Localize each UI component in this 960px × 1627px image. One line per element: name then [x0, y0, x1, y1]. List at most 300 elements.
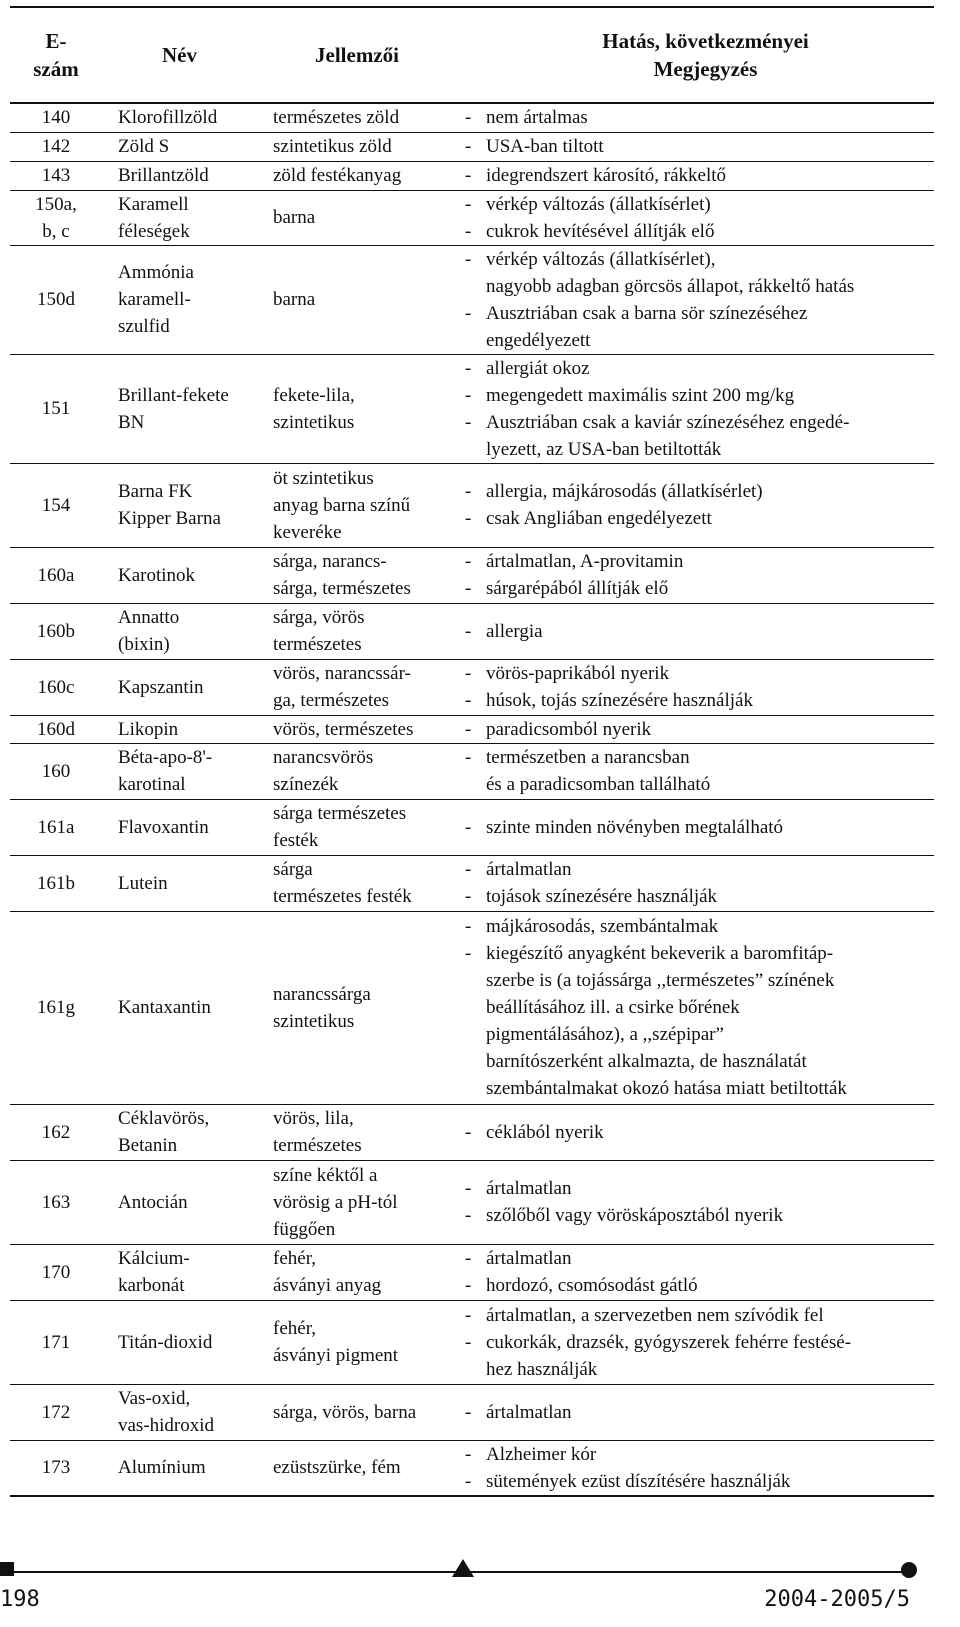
e-number-line: 172 — [41, 1401, 71, 1423]
e-number-cell — [10, 245, 102, 354]
name-cell — [102, 855, 257, 911]
effect-bullet — [465, 744, 934, 798]
table-row — [10, 603, 934, 659]
effect-text — [486, 1119, 934, 1146]
effect-text-line: Ausztriában csak a barna sör színezéséhez — [486, 302, 808, 324]
name-line: Klorofillzöld — [118, 107, 218, 129]
name-line: BN — [118, 411, 145, 433]
properties-cell — [257, 1300, 457, 1384]
effect-text — [486, 218, 934, 245]
name-cell — [102, 603, 257, 659]
header-enum-line: szám — [33, 57, 79, 81]
effect-bullet — [465, 478, 934, 505]
effect-text-line: természetben a narancsban — [486, 747, 690, 768]
e-number-line: 171 — [41, 1331, 71, 1353]
table-row — [10, 911, 934, 1104]
name-cell — [102, 463, 257, 547]
e-number-line: 162 — [41, 1121, 71, 1143]
e-number-cell — [10, 799, 102, 855]
table-row — [10, 1300, 934, 1384]
e-number-cell — [10, 161, 102, 190]
effect-bullet — [465, 382, 934, 409]
effect-text-line: paradicsomból nyerik — [486, 718, 652, 740]
effects-cell — [457, 659, 934, 715]
properties-line: színezék — [273, 774, 339, 795]
effect-text-line: cukrok hevítésével állítják elő — [486, 220, 715, 242]
header-name: Név — [162, 43, 197, 67]
name-line: Kapszantin — [118, 676, 204, 698]
name-cell — [102, 911, 257, 1104]
effect-text — [486, 1202, 934, 1229]
effect-bullet — [465, 575, 934, 602]
bullet-dash: - — [465, 1205, 472, 1226]
name-line: Barna FK — [118, 481, 193, 502]
table-row — [10, 463, 934, 547]
name-cell — [102, 799, 257, 855]
bullet-dash: - — [465, 1443, 472, 1465]
properties-line: szintetikus zöld — [273, 136, 392, 157]
effect-bullet — [465, 505, 934, 532]
properties-line: sárga, természetes — [273, 578, 411, 599]
bullet-dash: - — [465, 1248, 472, 1269]
effect-text — [486, 1302, 934, 1329]
table-row — [10, 855, 934, 911]
e-number-line: 160c — [37, 676, 75, 698]
e-number-line: 150d — [37, 289, 75, 310]
effect-text-line: csak Angliában engedélyezett — [486, 508, 712, 529]
table-row — [10, 103, 934, 132]
e-number-cell — [10, 1104, 102, 1160]
effect-text-line: megengedett maximális szint 200 mg/kg — [486, 384, 795, 406]
effect-bullet — [465, 548, 934, 575]
properties-line: vörös, természetes — [273, 718, 414, 740]
properties-line: fehér, — [273, 1318, 317, 1339]
effect-text — [486, 1245, 934, 1272]
e-number-line: 160a — [37, 564, 75, 586]
e-number-cell — [10, 743, 102, 799]
name-line: Zöld S — [118, 136, 170, 157]
e-number-cell — [10, 547, 102, 603]
properties-line: ásványi pigment — [273, 1345, 399, 1366]
name-cell — [102, 547, 257, 603]
properties-cell — [257, 463, 457, 547]
properties-line: sárga — [273, 859, 313, 880]
effect-bullet — [465, 687, 934, 714]
effect-text-line: céklából nyerik — [486, 1121, 604, 1143]
properties-cell — [257, 190, 457, 245]
effects-cell — [457, 743, 934, 799]
e-number-line: 161b — [37, 872, 75, 894]
e-number-cell — [10, 715, 102, 743]
properties-line: barna — [273, 289, 316, 310]
header-effects-line: Megjegyzés — [653, 57, 758, 81]
effect-text-line: nagyobb adagban görcsös állapot, rákkeltő hatás — [486, 275, 855, 297]
table-row — [10, 190, 934, 245]
name-cell — [102, 354, 257, 463]
effect-text — [486, 548, 934, 575]
name-line: Kipper Barna — [118, 508, 221, 529]
effects-cell — [457, 1300, 934, 1384]
table-row — [10, 245, 934, 354]
name-line: Karotinok — [118, 564, 196, 586]
effect-text — [486, 355, 934, 382]
name-cell — [102, 190, 257, 245]
properties-cell — [257, 603, 457, 659]
header-enum-line: E- — [45, 29, 67, 53]
properties-line: sárga természetes — [273, 803, 407, 824]
effect-text — [486, 883, 934, 910]
properties-cell — [257, 245, 457, 354]
effect-text-line: nem ártalmas — [486, 107, 588, 129]
e-number-cell — [10, 354, 102, 463]
effect-text-line: vérkép változás (állatkísérlet), — [486, 248, 716, 270]
e-number-cell — [10, 132, 102, 161]
name-line: karbonát — [118, 1275, 185, 1296]
properties-cell — [257, 161, 457, 190]
effect-text — [486, 913, 934, 940]
effects-cell — [457, 911, 934, 1104]
e-number-cell — [10, 190, 102, 245]
e-number-cell — [10, 603, 102, 659]
bullet-dash: - — [465, 248, 472, 270]
page-number: 198 — [0, 1587, 40, 1612]
bullet-dash: - — [465, 1470, 472, 1492]
effect-text — [486, 1468, 934, 1495]
properties-cell — [257, 1384, 457, 1440]
header-row — [10, 7, 934, 103]
bullet-dash: - — [465, 357, 472, 379]
e-number-cell — [10, 1384, 102, 1440]
e-number-cell — [10, 1300, 102, 1384]
properties-cell — [257, 911, 457, 1104]
e-number-cell — [10, 911, 102, 1104]
bullet-dash: - — [465, 107, 472, 129]
properties-line: anyag barna színű — [273, 494, 411, 516]
bullet-dash: - — [465, 1178, 472, 1199]
e-number-line: 161g — [37, 997, 75, 1018]
effect-text — [486, 856, 934, 883]
effect-text-line: szembántalmakat okozó hatása miatt betiltották — [486, 1078, 847, 1099]
e-number-cell — [10, 1244, 102, 1300]
effect-text-line: ártalmatlan — [486, 859, 572, 880]
properties-line: narancssárga — [273, 983, 371, 1005]
name-cell — [102, 715, 257, 743]
effect-bullet — [465, 856, 934, 883]
bullet-dash: - — [465, 718, 472, 740]
effect-text-line: barnítószerként alkalmazta, de használatát — [486, 1051, 807, 1072]
name-line: Brillantzöld — [118, 165, 209, 186]
name-line: Karamell — [118, 193, 189, 215]
effect-text-line: USA-ban tiltott — [486, 136, 604, 157]
bullet-dash: - — [465, 690, 472, 711]
effect-text-line: hez használják — [486, 1358, 598, 1380]
effect-bullet — [465, 1202, 934, 1229]
properties-line: vörösig a pH-tól — [273, 1191, 398, 1213]
effect-text — [486, 940, 934, 1102]
effects-cell — [457, 1440, 934, 1496]
e-number-cell — [10, 659, 102, 715]
effects-cell — [457, 190, 934, 245]
effect-text-line: Alzheimer kór — [486, 1443, 597, 1465]
effect-text-line: allergia — [486, 620, 543, 642]
table-row — [10, 161, 934, 190]
bullet-dash: - — [465, 165, 472, 186]
effect-bullet — [465, 1119, 934, 1146]
effect-text — [486, 660, 934, 687]
properties-line: sárga, vörös — [273, 607, 365, 628]
header-enum — [10, 7, 102, 103]
bullet-dash: - — [465, 551, 472, 572]
properties-line: vörös, narancssár- — [273, 663, 411, 684]
effect-text — [486, 744, 934, 798]
effect-text-line: szerbe is (a tojássárga ,,természetes” színének — [486, 970, 835, 991]
table-row — [10, 547, 934, 603]
e-number-cell — [10, 1160, 102, 1244]
effect-bullet — [465, 1302, 934, 1329]
effect-text-line: szőlőből vagy vöröskáposztából nyerik — [486, 1205, 784, 1226]
effect-bullet — [465, 883, 934, 910]
bullet-dash: - — [465, 943, 472, 964]
properties-line: sárga, narancs- — [273, 551, 387, 572]
effect-bullet — [465, 246, 934, 300]
effect-text-line: lyezett, az USA-ban betiltották — [486, 438, 722, 460]
name-cell — [102, 1384, 257, 1440]
effect-text — [486, 300, 934, 354]
table-row — [10, 799, 934, 855]
effects-cell — [457, 463, 934, 547]
effect-text-line: idegrendszert károsító, rákkeltő — [486, 165, 727, 186]
properties-cell — [257, 1160, 457, 1244]
effect-text-line: engedélyezett — [486, 329, 591, 351]
properties-cell — [257, 547, 457, 603]
properties-line: keveréke — [273, 521, 342, 543]
table-row — [10, 715, 934, 743]
e-number-line: 173 — [41, 1457, 71, 1479]
effect-text-line: pigmentálásához), a ,,szépipar” — [486, 1024, 724, 1045]
name-line: féleségek — [118, 220, 190, 242]
table-row — [10, 1104, 934, 1160]
header-props: Jellemzői — [315, 43, 399, 67]
name-line: Antocián — [118, 1191, 188, 1213]
effect-text — [486, 246, 934, 300]
effect-text-line: májkárosodás, szembántalmak — [486, 916, 719, 937]
bullet-dash: - — [465, 193, 472, 215]
table-row — [10, 1160, 934, 1244]
effects-cell — [457, 103, 934, 132]
bullet-dash: - — [465, 481, 472, 502]
properties-cell — [257, 659, 457, 715]
name-cell — [102, 245, 257, 354]
name-line: szulfid — [118, 316, 170, 337]
effect-bullet — [465, 162, 934, 189]
effect-text — [486, 409, 934, 463]
effect-bullet — [465, 218, 934, 245]
e-number-line: 142 — [41, 136, 71, 157]
properties-cell — [257, 1104, 457, 1160]
e-number-line: 160 — [41, 760, 71, 782]
effect-bullet — [465, 1468, 934, 1495]
table-row — [10, 1440, 934, 1496]
properties-cell — [257, 743, 457, 799]
effects-cell — [457, 1244, 934, 1300]
table-row — [10, 132, 934, 161]
effect-bullet — [465, 660, 934, 687]
effect-text-line: beállításához ill. a csirke bőrének — [486, 997, 740, 1018]
effects-cell — [457, 245, 934, 354]
effect-text — [486, 1399, 934, 1426]
properties-line: fehér, — [273, 1248, 317, 1269]
effect-text — [486, 716, 934, 743]
effect-text — [486, 191, 934, 218]
name-line: Kantaxantin — [118, 997, 211, 1018]
effect-text-line: sütemények ezüst díszítésére használják — [486, 1470, 791, 1492]
effect-text — [486, 478, 934, 505]
properties-line: természetes festék — [273, 886, 412, 907]
properties-line: természetes — [273, 1135, 362, 1156]
effect-text — [486, 1272, 934, 1299]
bullet-dash: - — [465, 136, 472, 157]
name-cell — [102, 1244, 257, 1300]
e-number-cell — [10, 1440, 102, 1496]
effect-text-line: Ausztriában csak a kaviár színezéséhez engedé- — [486, 411, 850, 433]
e-number-line: 161a — [37, 816, 75, 838]
name-cell — [102, 1440, 257, 1496]
name-line: vas-hidroxid — [118, 1415, 215, 1436]
properties-line: ásványi anyag — [273, 1275, 382, 1296]
bullet-dash: - — [465, 916, 472, 937]
effect-text — [486, 1441, 934, 1468]
e-number-line: 143 — [41, 165, 71, 186]
effect-text-line: cukorkák, drazsék, gyógyszerek fehérre festésé- — [486, 1331, 852, 1353]
effect-text-line: és a paradicsomban tallálható — [486, 774, 711, 795]
table-body — [10, 103, 934, 1496]
issue-number: 2004-2005/5 — [764, 1587, 910, 1612]
properties-line: ga, természetes — [273, 690, 390, 711]
effect-text-line: ártalmatlan — [486, 1248, 572, 1269]
e-number-line: 140 — [41, 107, 71, 129]
table-row — [10, 1384, 934, 1440]
effect-bullet — [465, 355, 934, 382]
name-line: Alumínium — [118, 1457, 206, 1479]
name-line: Céklavörös, — [118, 1108, 210, 1129]
name-cell — [102, 743, 257, 799]
effect-bullet — [465, 913, 934, 940]
name-line: Titán-dioxid — [118, 1331, 213, 1353]
effect-text-line: allergia, májkárosodás (állatkísérlet) — [486, 481, 763, 502]
bullet-dash: - — [465, 859, 472, 880]
properties-line: ezüstszürke, fém — [273, 1457, 401, 1479]
table-row — [10, 743, 934, 799]
effect-bullet — [465, 300, 934, 354]
properties-line: szintetikus — [273, 1010, 355, 1032]
effect-text-line: vörös-paprikából nyerik — [486, 663, 670, 684]
e-number-line: 170 — [41, 1261, 71, 1283]
properties-line: sárga, vörös, barna — [273, 1401, 417, 1423]
effect-text-line: vérkép változás (állatkísérlet) — [486, 193, 711, 215]
effect-bullet — [465, 1441, 934, 1468]
effects-cell — [457, 161, 934, 190]
effects-cell — [457, 1104, 934, 1160]
name-line: karamell- — [118, 289, 191, 310]
effect-bullet — [465, 133, 934, 160]
bullet-dash: - — [465, 411, 472, 433]
effect-bullet — [465, 191, 934, 218]
properties-line: narancsvörös — [273, 747, 374, 768]
effect-text-line: ártalmatlan, A-provitamin — [486, 551, 684, 572]
effects-cell — [457, 855, 934, 911]
effect-bullet — [465, 940, 934, 1102]
effects-cell — [457, 799, 934, 855]
properties-line: szintetikus — [273, 411, 355, 433]
properties-line: zöld festékanyag — [273, 165, 402, 186]
effect-bullet — [465, 1175, 934, 1202]
table-row — [10, 659, 934, 715]
properties-line: festék — [273, 830, 319, 851]
name-cell — [102, 103, 257, 132]
bullet-dash: - — [465, 578, 472, 599]
table-row — [10, 1244, 934, 1300]
name-line: Likopin — [118, 718, 179, 740]
table-row — [10, 354, 934, 463]
bullet-dash: - — [465, 663, 472, 684]
bullet-dash: - — [465, 1304, 472, 1326]
name-line: Béta-apo-8'- — [118, 747, 213, 768]
properties-cell — [257, 715, 457, 743]
e-number-line: 160d — [37, 718, 75, 740]
effects-cell — [457, 715, 934, 743]
properties-line: vörös, lila, — [273, 1108, 354, 1129]
effect-bullet — [465, 1245, 934, 1272]
effects-cell — [457, 132, 934, 161]
name-cell — [102, 132, 257, 161]
table-header — [10, 7, 934, 103]
properties-line: függően — [273, 1218, 336, 1240]
name-cell — [102, 1104, 257, 1160]
effects-cell — [457, 547, 934, 603]
e-number-cell — [10, 855, 102, 911]
effect-bullet — [465, 716, 934, 743]
square-marker-icon — [0, 1562, 14, 1576]
e-number-line: 154 — [41, 494, 71, 516]
properties-line: öt szintetikus — [273, 467, 374, 489]
name-line: karotinal — [118, 774, 186, 795]
bullet-dash: - — [465, 886, 472, 907]
bullet-dash: - — [465, 508, 472, 529]
effect-text — [486, 1329, 934, 1383]
effect-bullet — [465, 1329, 934, 1383]
e-number-cell — [10, 463, 102, 547]
bullet-dash: - — [465, 1331, 472, 1353]
properties-line: természetes zöld — [273, 107, 400, 129]
bullet-dash: - — [465, 384, 472, 406]
properties-cell — [257, 799, 457, 855]
effect-bullet — [465, 104, 934, 131]
effects-cell — [457, 1384, 934, 1440]
effect-text-line: szinte minden növényben megtalálható — [486, 816, 784, 838]
effect-text — [486, 1175, 934, 1202]
effect-text — [486, 133, 934, 160]
circle-marker-icon — [901, 1562, 917, 1578]
e-number-line: 151 — [41, 398, 71, 419]
effect-text-line: allergiát okoz — [486, 357, 590, 379]
properties-cell — [257, 1440, 457, 1496]
properties-cell — [257, 132, 457, 161]
effect-text-line: sárgarépából állítják elő — [486, 578, 669, 599]
effect-text-line: kiegészítő anyagként bekeverik a baromfitáp- — [486, 943, 834, 964]
e-number-table — [10, 6, 934, 1497]
triangle-marker-icon — [452, 1559, 474, 1577]
effect-text-line: ártalmatlan — [486, 1178, 572, 1199]
